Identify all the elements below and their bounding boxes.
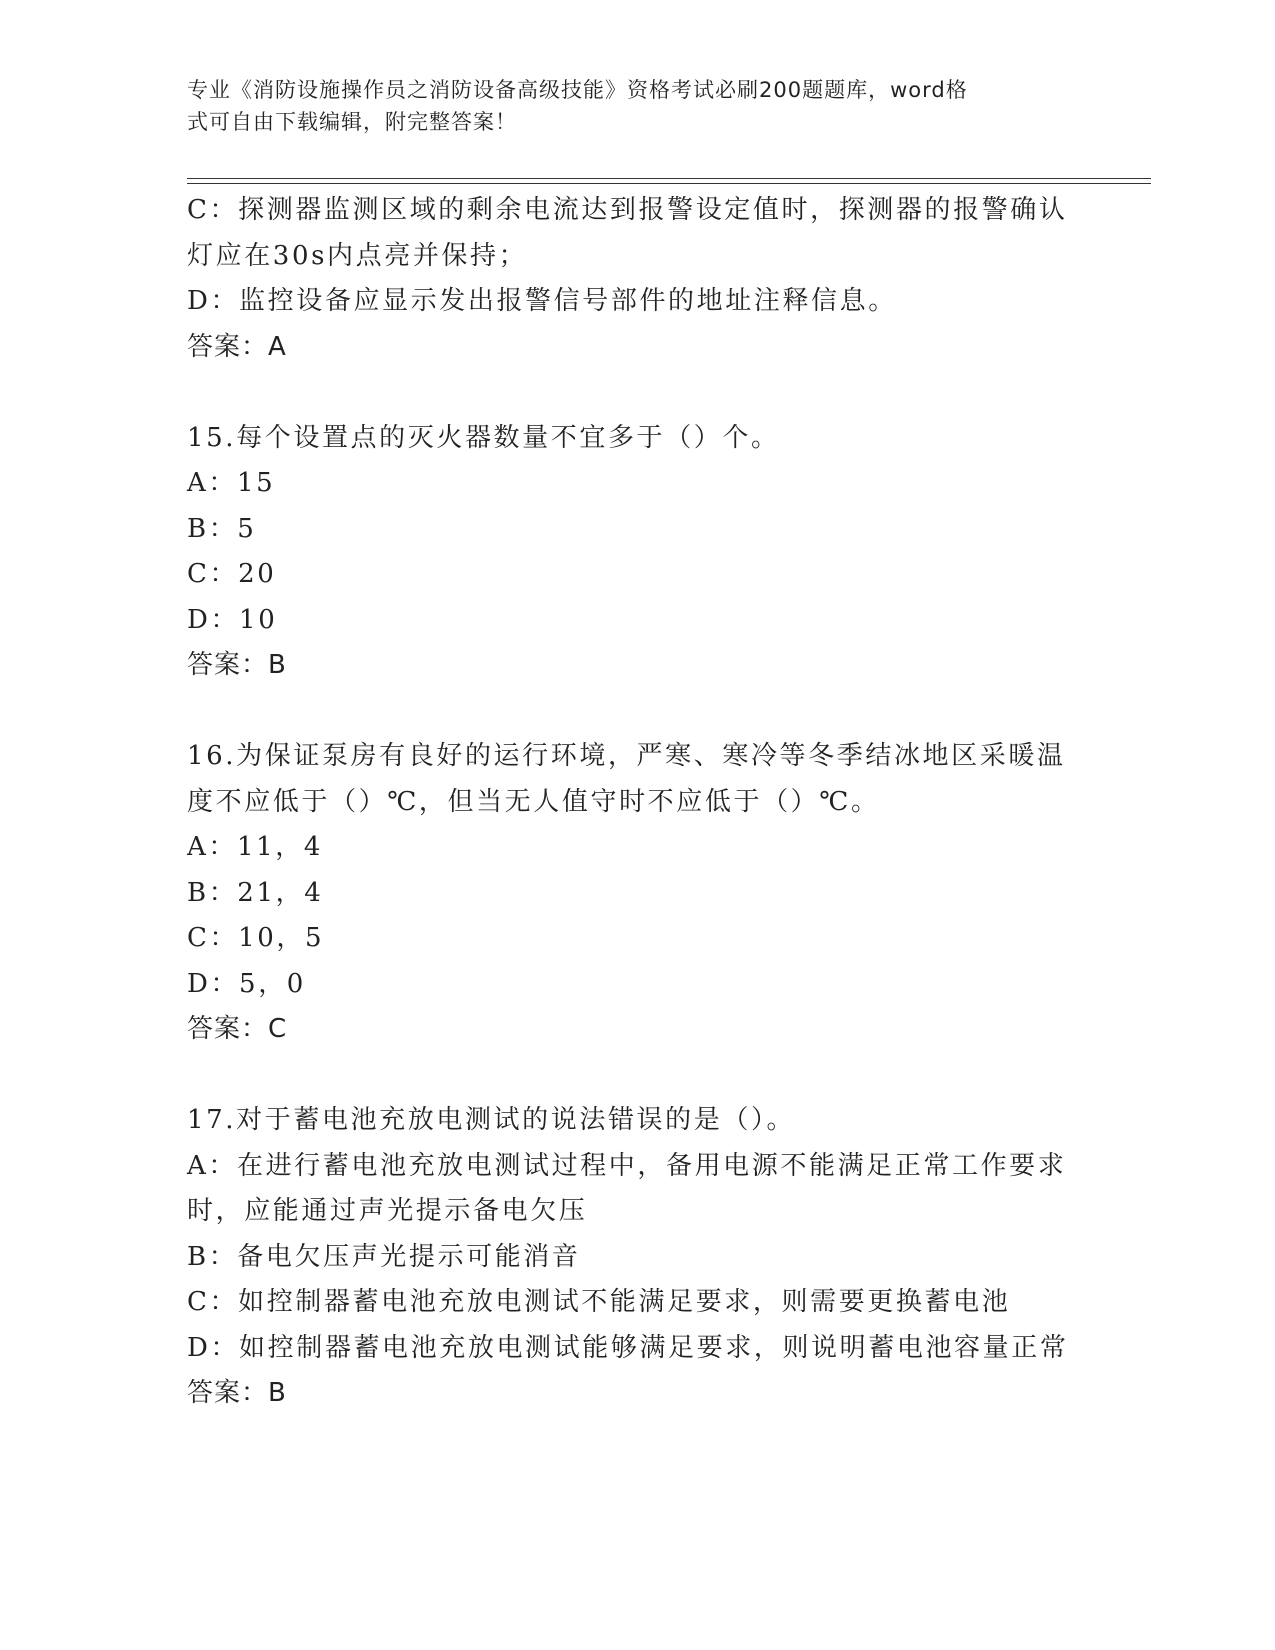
answer-label: 答案：A (187, 331, 287, 362)
question-stem: 16.为保证泵房有良好的运行环境，严寒、寒冷等冬季结冰地区采暖温 (187, 741, 1066, 771)
header-divider-top (187, 178, 1151, 179)
option-d: D：10 (187, 604, 278, 635)
question-14-continued (187, 188, 1107, 370)
spacer (187, 689, 1107, 735)
spacer (187, 1053, 1107, 1099)
question-stem: 15.每个设置点的灭火器数量不宜多于（）个。 (187, 422, 780, 453)
option-c: C：20 (187, 559, 277, 589)
spacer (187, 370, 1107, 416)
option-b: B：备电欠压声光提示可能消音 (187, 1241, 581, 1272)
option-d: D：如控制器蓄电池充放电测试能够满足要求，则说明蓄电池容量正常 (187, 1332, 1069, 1363)
option-a: A：11，4 (187, 832, 324, 862)
question-16 (187, 734, 1107, 1053)
header-line-1: 专业《消防设施操作员之消防设备高级技能》资格考试必刷200题题库，word格 (187, 78, 968, 102)
header-line-2: 式可自由下载编辑，附完整答案！ (187, 110, 517, 134)
option-a: A：在进行蓄电池充放电测试过程中，备用电源不能满足正常工作要求 (187, 1150, 1067, 1181)
option-b: B：5 (187, 513, 257, 544)
option-a: A：15 (187, 468, 276, 498)
answer-label: 答案：B (187, 1378, 287, 1408)
header-divider-bottom (187, 183, 1151, 184)
option-line: C：探测器监测区域的剩余电流达到报警设定值时，探测器的报警确认 (187, 195, 1068, 225)
option-line: D：监控设备应显示发出报警信号部件的地址注释信息。 (187, 286, 897, 316)
question-list (187, 188, 1107, 1417)
question-15 (187, 416, 1107, 689)
option-a-continued: 时，应能通过声光提示备电欠压 (187, 1196, 588, 1226)
option-d: D：5，0 (187, 968, 306, 999)
question-17 (187, 1098, 1107, 1417)
option-c: C：如控制器蓄电池充放电测试不能满足要求，则需要更换蓄电池 (187, 1287, 1011, 1317)
document-header (187, 74, 1067, 138)
option-line: 灯应在30s内点亮并保持； (187, 240, 528, 271)
question-stem: 17.对于蓄电池充放电测试的说法错误的是（）。 (187, 1105, 796, 1135)
question-stem-continued: 度不应低于（）℃，但当无人值守时不应低于（）℃。 (187, 786, 880, 817)
option-c: C：10，5 (187, 923, 325, 953)
option-b: B：21，4 (187, 877, 324, 908)
answer-label: 答案：B (187, 650, 287, 680)
answer-label: 答案：C (187, 1014, 288, 1044)
